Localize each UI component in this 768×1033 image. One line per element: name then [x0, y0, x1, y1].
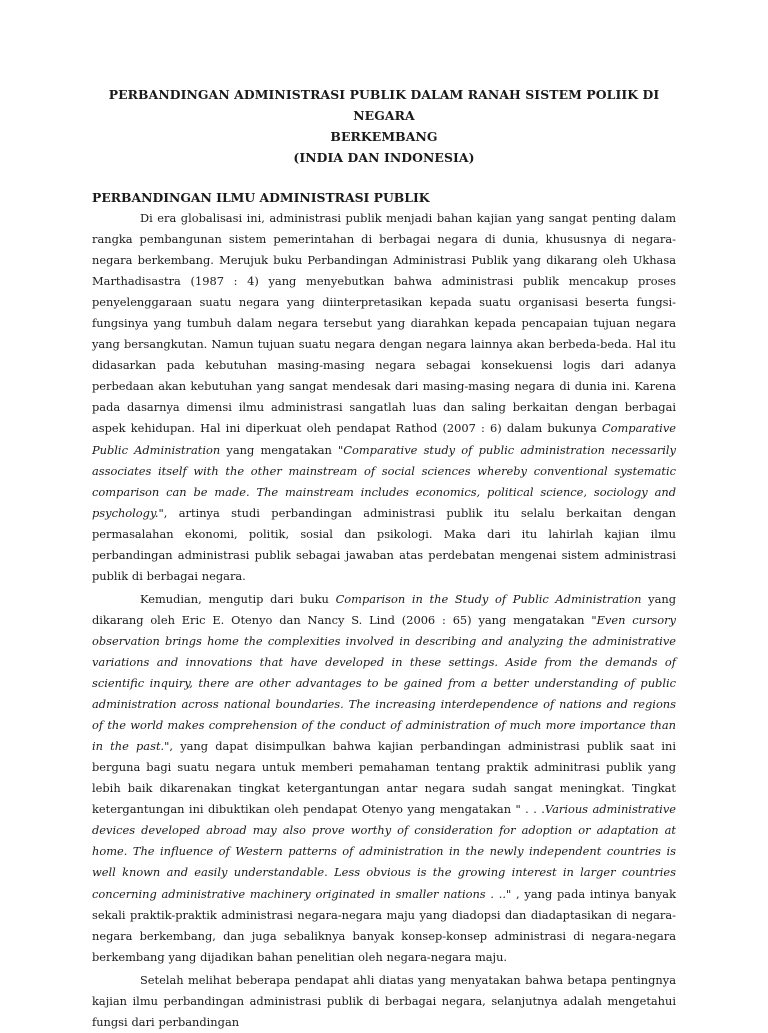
paragraph-1-text-2: yang mengatakan " — [220, 442, 344, 457]
document-title — [92, 84, 676, 168]
paragraph-1-text-1: Di era globalisasi ini, administrasi publik menjadi bahan kajian yang sangat penting dalam rangka pembangunan sistem pemerintahan di berbagai negara di dunia, khususnya di negara-negara berkembang. Merujuk buku Perbandingan Administrasi Publik yang dikarang oleh Ukhasa Marthadisastra (1987 : 4) yang menyebutkan bahwa administrasi publik mencakup proses penyelenggaraan suatu negara yang diinterpretasikan kepada suatu organisasi beserta fungsi-fungsinya yang tumbuh dalam negara tersebut yang diarahkan kepada pencapaian tujuan negara yang bersangkutan. Namun tujuan suatu negara dengan negara lainnya akan berbeda-beda. Hal itu didasarkan pada kebutuhan masing-masing negara sebagai konsekuensi logis dari adanya perbedaan akan kebutuhan yang sangat mendesak dari masing-masing negara di dunia ini. Karena pada dasarnya dimensi ilmu administrasi sangatlah luas dan saling berkaitan dengan berbagai aspek kehidupan. Hal ini diperkuat oleh pendapat Rathod (2007 : 6) dalam bukunya — [92, 211, 676, 436]
paragraph-2-text-1: Kemudian, mengutip dari buku — [140, 591, 336, 606]
title-line-1: PERBANDINGAN ADMINISTRASI PUBLIK DALAM RANAH SISTEM POLIIK DI NEGARA — [108, 87, 660, 123]
paragraph-2-book-title: Comparison in the Study of Public Administration — [335, 591, 642, 606]
paragraph-1-text-3: , artinya studi perbandingan administrasi publik itu selalu berkaitan dengan permasalahan ekonomi, politik, sosial dan psikologi. Maka dari itu lahirlah kajian ilmu perbandingan administrasi publik sebagai jawaban atas perdebatan mengenai sistem administrasi publik di berbagai negara. — [92, 505, 676, 583]
paragraph-2-quote-2: Various administrative devices developed abroad may also prove worthy of consideration for adoption or adaptation at home. The influence of Western patterns of administration in the newly independent countries is well known and easily understandable. Less obvious is the growing interest in larger countries concerning administrative machinery originated in smaller nations . .." — [92, 802, 676, 901]
paragraph-1-italic-1: Comparative Public Administration — [92, 421, 676, 457]
paragraph-2-quote-1: Even cursory observation brings home the complexities involved in describing and analyzing the administrative variations and innovations that have developed in these settings. Aside from the demands of scientific inquiry, there are other advantages to be gained from a better understanding of public administration across national boundaries. The increasing interdependence of nations and regions of the world makes comprehension of the conduct of administration of much more importance than in the past." — [92, 612, 676, 754]
paragraph-2-text-2: yang dikarang oleh Eric E. Otenyo dan Nancy S. Lind (2006 : 65) yang mengatakan " — [92, 591, 676, 627]
paragraph-3 — [92, 970, 676, 1033]
section-heading: PERBANDINGAN ILMU ADMINISTRASI PUBLIK — [92, 190, 430, 205]
paragraph-2 — [92, 589, 676, 968]
paragraph-1 — [92, 208, 676, 587]
paragraph-3-text-1: Setelah melihat beberapa pendapat ahli diatas yang menyatakan bahwa betapa pentingnya kajian ilmu perbandingan administrasi publik di berbagai negara, selanjutnya adalah mengetahui fungsi dari perbandingan — [92, 972, 676, 1029]
title-line-2: BERKEMBANG — [330, 129, 438, 144]
paragraph-1-quote: Comparative study of public administration necessarily associates itself with the other mainstream of social sciences whereby conventional systematic comparison can be made. The mainstream includes economics, political science, sociology and psychology." — [92, 442, 676, 520]
title-line-3: (INDIA DAN INDONESIA) — [293, 150, 475, 165]
paragraph-2-text-4: , yang pada intinya banyak sekali praktik-praktik administrasi negara-negara maju yang diadopsi dan diadaptasikan di negara-negara berkembang, dan juga sebaliknya banyak konsep-konsep administrasi di negara-negara berkembang yang dijadikan bahan penelitian oleh negara-negara maju. — [92, 886, 676, 964]
paragraph-2-text-3: , yang dapat disimpulkan bahwa kajian perbandingan administrasi publik saat ini berguna bagi suatu negara untuk memberi pemahaman tentang praktik adminitrasi publik yang lebih baik dikarenakan tingkat ketergantungan antar negara sudah sangat meningkat. Tingkat ketergantungan ini dibuktikan oleh pendapat Otenyo yang mengatakan " . . . — [92, 739, 676, 817]
